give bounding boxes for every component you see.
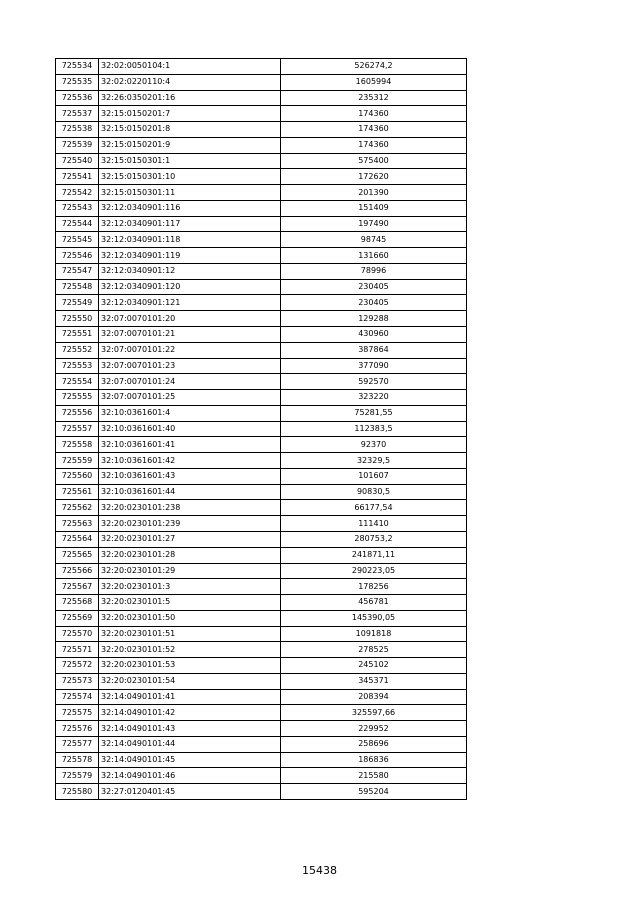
table-row [56, 327, 467, 343]
table-body [56, 59, 467, 800]
cadastral-value-cell: 32329,5 [281, 453, 467, 469]
row-id-cell: 725580 [56, 784, 99, 800]
cadastral-number-cell: 32:27:0120401:45 [99, 784, 281, 800]
cadastral-value-cell: 90830,5 [281, 484, 467, 500]
table-row [56, 248, 467, 264]
table-row [56, 263, 467, 279]
cadastral-number-cell: 32:15:0150301:11 [99, 185, 281, 201]
cadastral-value-cell: 290223,05 [281, 563, 467, 579]
row-id-cell: 725563 [56, 516, 99, 532]
cadastral-value-cell: 197490 [281, 216, 467, 232]
table-row [56, 689, 467, 705]
cadastral-value-cell: 131660 [281, 248, 467, 264]
row-id-cell: 725577 [56, 736, 99, 752]
cadastral-value-cell: 280753,2 [281, 531, 467, 547]
cadastral-number-cell: 32:10:0361601:4 [99, 405, 281, 421]
row-id-cell: 725570 [56, 626, 99, 642]
table-row [56, 358, 467, 374]
table-row [56, 516, 467, 532]
cadastral-value-cell: 215580 [281, 768, 467, 784]
cadastral-value-cell: 278525 [281, 642, 467, 658]
table-row [56, 768, 467, 784]
table-row [56, 563, 467, 579]
row-id-cell: 725574 [56, 689, 99, 705]
table-row [56, 169, 467, 185]
table-row [56, 547, 467, 563]
cadastral-number-cell: 32:20:0230101:28 [99, 547, 281, 563]
cadastral-number-cell: 32:15:0150301:1 [99, 153, 281, 169]
cadastral-value-cell: 387864 [281, 342, 467, 358]
row-id-cell: 725542 [56, 185, 99, 201]
cadastral-value-cell: 575400 [281, 153, 467, 169]
row-id-cell: 725573 [56, 673, 99, 689]
cadastral-number-cell: 32:02:0050104:1 [99, 59, 281, 75]
table-row [56, 137, 467, 153]
cadastral-value-cell: 235312 [281, 90, 467, 106]
cadastral-value-cell: 377090 [281, 358, 467, 374]
row-id-cell: 725561 [56, 484, 99, 500]
cadastral-number-cell: 32:20:0230101:27 [99, 531, 281, 547]
row-id-cell: 725549 [56, 295, 99, 311]
cadastral-value-cell: 92370 [281, 437, 467, 453]
cadastral-number-cell: 32:20:0230101:52 [99, 642, 281, 658]
row-id-cell: 725557 [56, 421, 99, 437]
row-id-cell: 725534 [56, 59, 99, 75]
row-id-cell: 725562 [56, 500, 99, 516]
cadastral-number-cell: 32:14:0490101:44 [99, 736, 281, 752]
cadastral-value-cell: 101607 [281, 468, 467, 484]
table-row [56, 468, 467, 484]
row-id-cell: 725560 [56, 468, 99, 484]
table-row [56, 232, 467, 248]
cadastral-value-cell: 229952 [281, 721, 467, 737]
cadastral-number-cell: 32:14:0490101:43 [99, 721, 281, 737]
row-id-cell: 725575 [56, 705, 99, 721]
table-row [56, 610, 467, 626]
cadastral-value-cell: 230405 [281, 295, 467, 311]
table-row [56, 705, 467, 721]
row-id-cell: 725559 [56, 453, 99, 469]
table-row [56, 200, 467, 216]
cadastral-number-cell: 32:20:0230101:50 [99, 610, 281, 626]
table-row [56, 185, 467, 201]
table-row [56, 437, 467, 453]
row-id-cell: 725565 [56, 547, 99, 563]
table-row [56, 579, 467, 595]
cadastral-number-cell: 32:15:0150201:8 [99, 122, 281, 138]
table-row [56, 453, 467, 469]
table-row [56, 595, 467, 611]
cadastral-number-cell: 32:10:0361601:41 [99, 437, 281, 453]
cadastral-value-cell: 174360 [281, 106, 467, 122]
row-id-cell: 725576 [56, 721, 99, 737]
cadastral-value-cell: 178256 [281, 579, 467, 595]
cadastral-value-cell: 592570 [281, 374, 467, 390]
table-row [56, 295, 467, 311]
row-id-cell: 725552 [56, 342, 99, 358]
cadastral-number-cell: 32:14:0490101:42 [99, 705, 281, 721]
table-row [56, 642, 467, 658]
table-row [56, 752, 467, 768]
row-id-cell: 725547 [56, 263, 99, 279]
cadastral-number-cell: 32:12:0340901:118 [99, 232, 281, 248]
cadastral-value-cell: 129288 [281, 311, 467, 327]
row-id-cell: 725535 [56, 74, 99, 90]
table-row [56, 658, 467, 674]
cadastral-number-cell: 32:15:0150201:7 [99, 106, 281, 122]
cadastral-value-cell: 112383,5 [281, 421, 467, 437]
row-id-cell: 725546 [56, 248, 99, 264]
row-id-cell: 725538 [56, 122, 99, 138]
cadastral-value-cell: 186836 [281, 752, 467, 768]
cadastral-value-cell: 1091818 [281, 626, 467, 642]
row-id-cell: 725578 [56, 752, 99, 768]
cadastral-value-cell: 78996 [281, 263, 467, 279]
cadastral-value-cell: 66177,54 [281, 500, 467, 516]
cadastral-value-cell: 258696 [281, 736, 467, 752]
table-row [56, 736, 467, 752]
cadastral-value-cell: 75281,55 [281, 405, 467, 421]
table-row [56, 59, 467, 75]
cadastral-value-cell: 145390,05 [281, 610, 467, 626]
row-id-cell: 725579 [56, 768, 99, 784]
table-row [56, 106, 467, 122]
row-id-cell: 725543 [56, 200, 99, 216]
row-id-cell: 725569 [56, 610, 99, 626]
cadastral-value-cell: 325597,66 [281, 705, 467, 721]
cadastral-number-cell: 32:20:0230101:239 [99, 516, 281, 532]
table-row [56, 279, 467, 295]
page-number: 15438 [302, 864, 337, 877]
row-id-cell: 725536 [56, 90, 99, 106]
cadastral-number-cell: 32:12:0340901:117 [99, 216, 281, 232]
row-id-cell: 725567 [56, 579, 99, 595]
cadastral-number-cell: 32:07:0070101:21 [99, 327, 281, 343]
cadastral-number-cell: 32:20:0230101:5 [99, 595, 281, 611]
cadastral-value-cell: 151409 [281, 200, 467, 216]
cadastral-value-cell: 245102 [281, 658, 467, 674]
cadastral-number-cell: 32:20:0230101:3 [99, 579, 281, 595]
cadastral-number-cell: 32:12:0340901:119 [99, 248, 281, 264]
cadastral-number-cell: 32:10:0361601:42 [99, 453, 281, 469]
cadastral-value-cell: 111410 [281, 516, 467, 532]
cadastral-number-cell: 32:26:0350201:16 [99, 90, 281, 106]
cadastral-value-cell: 201390 [281, 185, 467, 201]
cadastral-value-cell: 430960 [281, 327, 467, 343]
table-row [56, 484, 467, 500]
row-id-cell: 725544 [56, 216, 99, 232]
cadastral-value-cell: 172620 [281, 169, 467, 185]
cadastral-number-cell: 32:15:0150301:10 [99, 169, 281, 185]
row-id-cell: 725550 [56, 311, 99, 327]
row-id-cell: 725555 [56, 390, 99, 406]
table-row [56, 374, 467, 390]
cadastral-number-cell: 32:10:0361601:44 [99, 484, 281, 500]
cadastral-number-cell: 32:10:0361601:40 [99, 421, 281, 437]
cadastral-number-cell: 32:15:0150201:9 [99, 137, 281, 153]
table-row [56, 673, 467, 689]
cadastral-value-cell: 230405 [281, 279, 467, 295]
table-row [56, 421, 467, 437]
cadastral-number-cell: 32:20:0230101:29 [99, 563, 281, 579]
table-row [56, 216, 467, 232]
cadastral-number-cell: 32:14:0490101:41 [99, 689, 281, 705]
table-row [56, 721, 467, 737]
table-row [56, 390, 467, 406]
row-id-cell: 725556 [56, 405, 99, 421]
row-id-cell: 725564 [56, 531, 99, 547]
row-id-cell: 725537 [56, 106, 99, 122]
row-id-cell: 725553 [56, 358, 99, 374]
row-id-cell: 725545 [56, 232, 99, 248]
table-row [56, 531, 467, 547]
row-id-cell: 725540 [56, 153, 99, 169]
cadastral-number-cell: 32:20:0230101:51 [99, 626, 281, 642]
table-row [56, 500, 467, 516]
table-row [56, 405, 467, 421]
cadastral-number-cell: 32:20:0230101:238 [99, 500, 281, 516]
row-id-cell: 725558 [56, 437, 99, 453]
cadastral-value-cell: 98745 [281, 232, 467, 248]
table-row [56, 74, 467, 90]
cadastral-value-cell: 456781 [281, 595, 467, 611]
row-id-cell: 725566 [56, 563, 99, 579]
cadastral-value-table [55, 58, 467, 800]
cadastral-number-cell: 32:07:0070101:24 [99, 374, 281, 390]
cadastral-number-cell: 32:12:0340901:12 [99, 263, 281, 279]
cadastral-number-cell: 32:20:0230101:54 [99, 673, 281, 689]
cadastral-number-cell: 32:07:0070101:23 [99, 358, 281, 374]
cadastral-value-cell: 174360 [281, 137, 467, 153]
table-row [56, 153, 467, 169]
row-id-cell: 725571 [56, 642, 99, 658]
table-row [56, 784, 467, 800]
row-id-cell: 725551 [56, 327, 99, 343]
table-row [56, 90, 467, 106]
cadastral-value-cell: 526274,2 [281, 59, 467, 75]
cadastral-value-cell: 323220 [281, 390, 467, 406]
row-id-cell: 725539 [56, 137, 99, 153]
cadastral-number-cell: 32:12:0340901:120 [99, 279, 281, 295]
cadastral-number-cell: 32:12:0340901:116 [99, 200, 281, 216]
cadastral-number-cell: 32:02:0220110:4 [99, 74, 281, 90]
cadastral-number-cell: 32:14:0490101:45 [99, 752, 281, 768]
cadastral-number-cell: 32:07:0070101:20 [99, 311, 281, 327]
row-id-cell: 725541 [56, 169, 99, 185]
row-id-cell: 725568 [56, 595, 99, 611]
table-row [56, 626, 467, 642]
cadastral-number-cell: 32:10:0361601:43 [99, 468, 281, 484]
cadastral-number-cell: 32:20:0230101:53 [99, 658, 281, 674]
row-id-cell: 725548 [56, 279, 99, 295]
cadastral-number-cell: 32:07:0070101:25 [99, 390, 281, 406]
cadastral-value-cell: 241871,11 [281, 547, 467, 563]
cadastral-value-cell: 208394 [281, 689, 467, 705]
cadastral-number-cell: 32:12:0340901:121 [99, 295, 281, 311]
table-row [56, 342, 467, 358]
row-id-cell: 725572 [56, 658, 99, 674]
cadastral-value-cell: 595204 [281, 784, 467, 800]
cadastral-value-cell: 1605994 [281, 74, 467, 90]
cadastral-number-cell: 32:14:0490101:46 [99, 768, 281, 784]
cadastral-value-cell: 174360 [281, 122, 467, 138]
row-id-cell: 725554 [56, 374, 99, 390]
cadastral-value-cell: 345371 [281, 673, 467, 689]
cadastral-number-cell: 32:07:0070101:22 [99, 342, 281, 358]
table-row [56, 122, 467, 138]
table-row [56, 311, 467, 327]
